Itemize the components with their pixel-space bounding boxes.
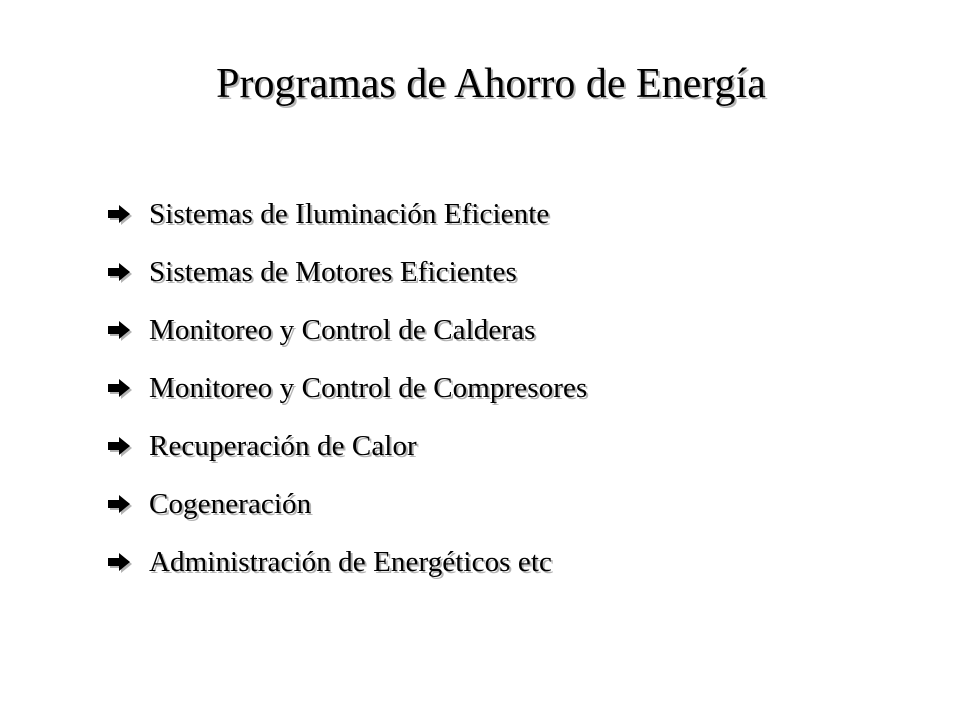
bullet-item xyxy=(106,541,587,599)
bullet-item xyxy=(106,193,587,251)
right-arrow-icon xyxy=(106,261,132,283)
right-arrow-icon xyxy=(106,319,132,341)
bullet-item xyxy=(106,483,587,541)
bullet-label: Recuperación de Calor xyxy=(149,429,417,462)
bullet-label: Sistemas de Iluminación Eficiente xyxy=(149,197,550,230)
slide-title: Programas de Ahorro de Energía xyxy=(216,61,766,107)
bullet-label: Cogeneración xyxy=(149,487,312,520)
right-arrow-icon xyxy=(106,203,132,225)
right-arrow-icon xyxy=(106,551,132,573)
right-arrow-icon xyxy=(106,377,132,399)
bullet-label: Monitoreo y Control de Compresores xyxy=(149,371,588,404)
bullet-label: Sistemas de Motores Eficientes xyxy=(149,255,517,288)
right-arrow-icon xyxy=(106,493,132,515)
bullet-label: Monitoreo y Control de Calderas xyxy=(149,313,536,346)
bullet-item xyxy=(106,425,587,483)
bullet-item xyxy=(106,309,587,367)
bullet-item xyxy=(106,251,587,309)
bullet-label: Administración de Energéticos etc xyxy=(149,545,552,578)
right-arrow-icon xyxy=(106,435,132,457)
bullet-list xyxy=(106,193,587,599)
bullet-item xyxy=(106,367,587,425)
